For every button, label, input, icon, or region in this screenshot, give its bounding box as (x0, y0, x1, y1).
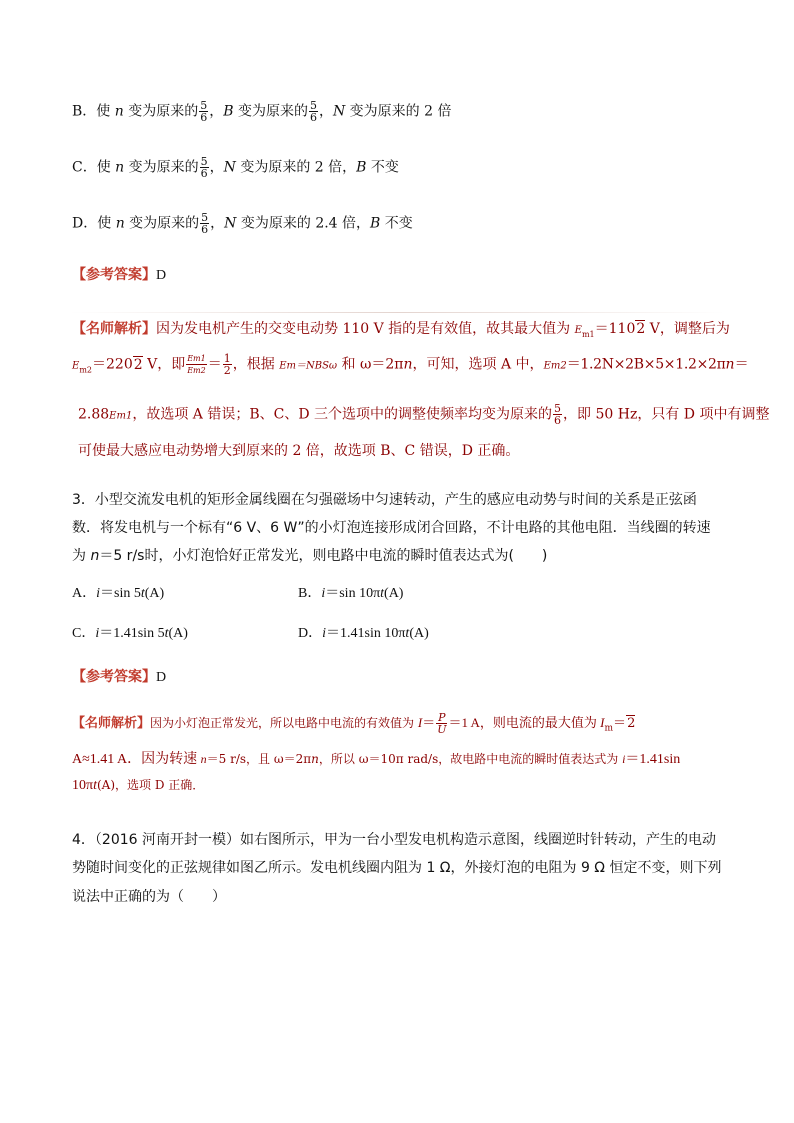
fraction: $\frac{P}{U}$ (437, 711, 447, 736)
fraction: $\frac{5}{6}$ (309, 99, 317, 124)
analysis-line: 【名师解析】因为小灯泡正常发光，所以电路中电流的有效值为 I＝ $\frac{P}{U}$ ＝1 A，则电流的最大值为 $I_m=2$ (72, 711, 636, 736)
fraction: $\frac{5}{6}$ (554, 402, 562, 427)
analysis-line: 2.88Em1，故选项 A 错误；B、C、D 三个选项中的调整使频率均变为原来的 $\frac{5}{6}$ ，即 50 Hz，只有 D 项中有调整 (78, 402, 770, 427)
option-b: B．使 n 变为原来的 $\frac{5}{6}$ ，B 变为原来的 $\frac{5}{6}$ ，N 变为原来的 2 倍 (72, 99, 452, 124)
fraction: $\frac{5}{6}$ (200, 155, 208, 180)
question-4-stem: 4．（2016 河南开封一模）如右图所示，甲为一台小型发电机构造示意图，线圈逆时针转动，产生的电动 (72, 832, 716, 848)
decorative-divider (70, 312, 725, 313)
fraction: $\frac{1}{2}$ (223, 352, 231, 377)
q3-option-c: C．i＝1.41sin 5t(A) (72, 626, 188, 641)
q3-option-a: A．i＝sin 5t(A) (72, 586, 165, 601)
q3-option-b: B．i＝sin 10πt(A) (298, 586, 404, 601)
analysis-line: $E_{m2}=2202$ V，即 $\frac{Em1}{Em2}$ ＝ $\frac{1}{2}$ ，根据 Em＝NBSω 和 ω＝2πn，可知，选项 A 中，Em2＝1.2N×2B×5×1.2×2πn＝ (72, 352, 749, 377)
q3-option-d: D．i＝1.41sin 10πt(A) (298, 626, 429, 641)
option-d: D．使 n 变为原来的 $\frac{5}{6}$ ，N 变为原来的 2.4 倍，B 不变 (72, 211, 413, 236)
analysis-line: 10πt(A)，选项 D 正确． (72, 778, 205, 793)
question-4-stem: 势随时间变化的正弦规律如图乙所示。发电机线圈内阻为 1 Ω，外接灯泡的电阻为 9 Ω 恒定不变，则下列 (72, 860, 722, 876)
fraction: $\frac{5}{6}$ (200, 99, 208, 124)
question-4-stem: 说法中正确的为（ ） (72, 889, 226, 905)
reference-answer: 【参考答案】D (72, 267, 167, 283)
fraction: $\frac{Em1}{Em2}$ (187, 354, 206, 375)
fraction: $\frac{5}{6}$ (201, 211, 209, 236)
analysis-line: 可使最大感应电动势增大到原来的 2 倍，故选项 B、C 错误，D 正确。 (78, 443, 520, 459)
analysis-line: A≈1.41 A．因为转速 n＝5 r/s，且 ω＝2πn，所以 ω＝10π rad/s，故电路中电流的瞬时值表达式为 i＝1.41sin (72, 752, 681, 767)
analysis-line: 【名师解析】因为发电机产生的交变电动势 110 V 指的是有效值，故其最大值为 $E_{m1}=1102$ V，调整后为 (72, 321, 730, 339)
question-3-stem: 数．将发电机与一个标有“6 V、6 W”的小灯泡连接形成闭合回路，不计电路的其他电阻．当线圈的转速 (72, 520, 711, 536)
reference-answer: 【参考答案】D (72, 669, 167, 685)
question-3-stem: 为 n＝5 r/s时，小灯泡恰好正常发光，则电路中电流的瞬时值表达式为( ) (72, 548, 548, 564)
option-c: C．使 n 变为原来的 $\frac{5}{6}$ ，N 变为原来的 2 倍，B 不变 (72, 155, 399, 180)
question-3-stem: 3．小型交流发电机的矩形金属线圈在匀强磁场中匀速转动，产生的感应电动势与时间的关系是正弦函 (72, 492, 697, 508)
